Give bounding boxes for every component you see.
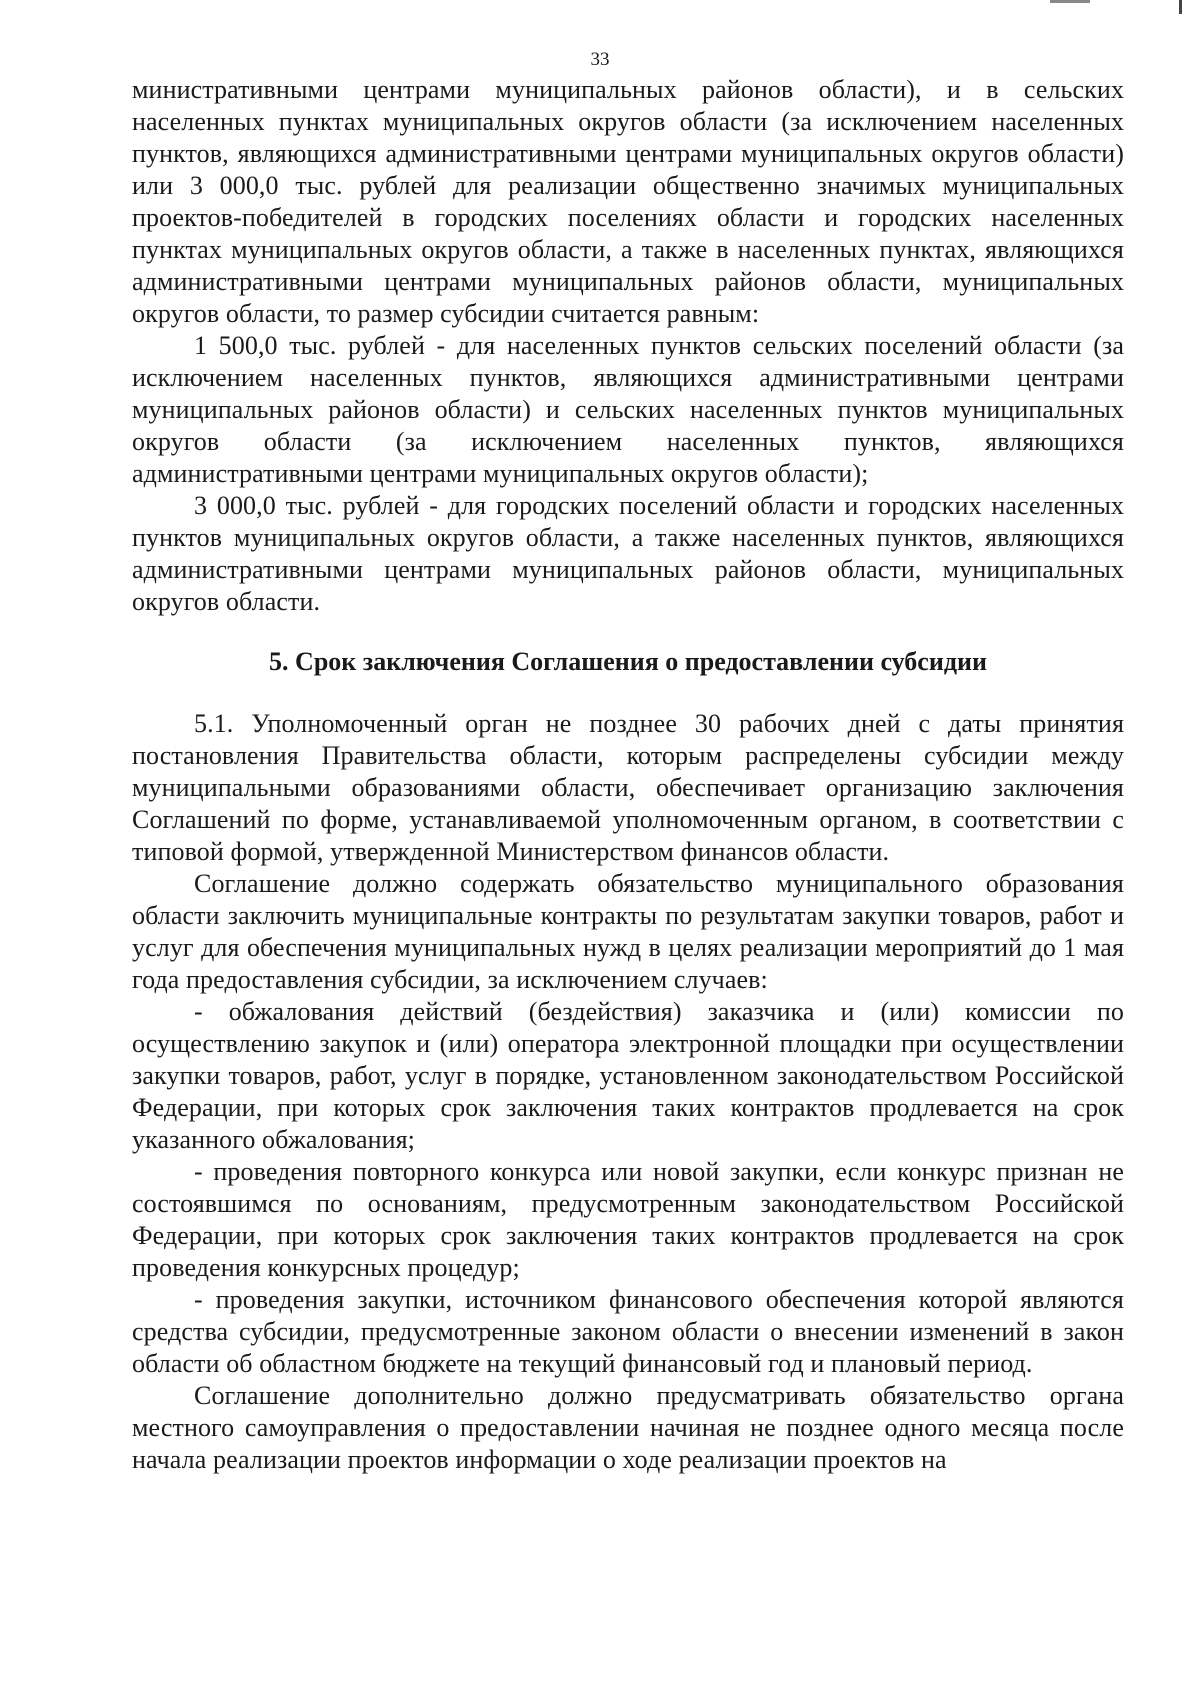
list-item: - проведения повторного конкурса или новой закупки, если конкурс признан не состоявшимся по основаниям, предусмотренным законодательством Российской Федерации, при которых срок заключения таких контрактов продлевается на срок проведения конкурсных процедур; <box>132 1157 1124 1282</box>
paragraph: 3 000,0 тыс. рублей - для городских поселений области и городских населенных пунктов муниципальных округов области, а также населенных пунктов, являющихся административными центрами муниципальных районов области, муниципальных округов области. <box>132 491 1124 616</box>
page-number: 33 <box>590 49 610 70</box>
list-item: - проведения закупки, источником финансового обеспечения которой являются средства субсидии, предусмотренные законом области о внесении изменений в закон области об областном бюджете на текущий финансовый год и плановый период. <box>132 1285 1124 1378</box>
paragraph: министративными центрами муниципальных районов области), и в сельских населенных пунктах муниципальных округов области (за исключением населенных пунктов, являющихся административными центрами муниципальных округов области) или 3 000,0 тыс. рублей для реализации общественно значимых муниципальных проектов-победителей в городских поселениях области и городских населенных пунктах муниципальных округов области, а также в населенных пунктах, являющихся административными центрами муниципальных районов области, муниципальных округов области, то размер субсидии считается равным: <box>132 75 1124 328</box>
paragraph: 5.1. Уполномоченный орган не позднее 30 рабочих дней с даты принятия постановления Правительства области, которым распределены субсидии между муниципальными образованиями области, обеспечивает организацию заключения Соглашений по форме, устанавливаемой уполномоченным органом, в соответствии с типовой формой, утвержденной Министерством финансов области. <box>132 709 1124 866</box>
paragraph: Соглашение дополнительно должно предусматривать обязательство органа местного самоуправления о предоставлении начиная не позднее одного месяца после начала реализации проектов информации о ходе реализации проектов на <box>132 1381 1124 1474</box>
document-body <box>132 74 1124 1476</box>
paragraph: 1 500,0 тыс. рублей - для населенных пунктов сельских поселений области (за исключением населенных пунктов, являющихся административными центрами муниципальных районов области) и сельских населенных пунктов муниципальных округов области (за исключением населенных пунктов, являющихся административными центрами муниципальных округов области); <box>132 331 1124 488</box>
scan-artifact <box>1050 0 1090 3</box>
section-heading: 5. Срок заключения Соглашения о предоставлении субсидии <box>269 647 987 676</box>
scan-artifact <box>1179 0 1182 14</box>
list-item: - обжалования действий (бездействия) заказчика и (или) комиссии по осуществлению закупок и (или) оператора электронной площадки при осуществлении закупки товаров, работ, услуг в порядке, установленном законодательством Российской Федерации, при которых срок заключения таких контрактов продлевается на срок указанного обжалования; <box>132 997 1124 1154</box>
paragraph: Соглашение должно содержать обязательство муниципального образования области заключить муниципальные контракты по результатам закупки товаров, работ и услуг для обеспечения муниципальных нужд в целях реализации мероприятий до 1 мая года предоставления субсидии, за исключением случаев: <box>132 869 1124 994</box>
